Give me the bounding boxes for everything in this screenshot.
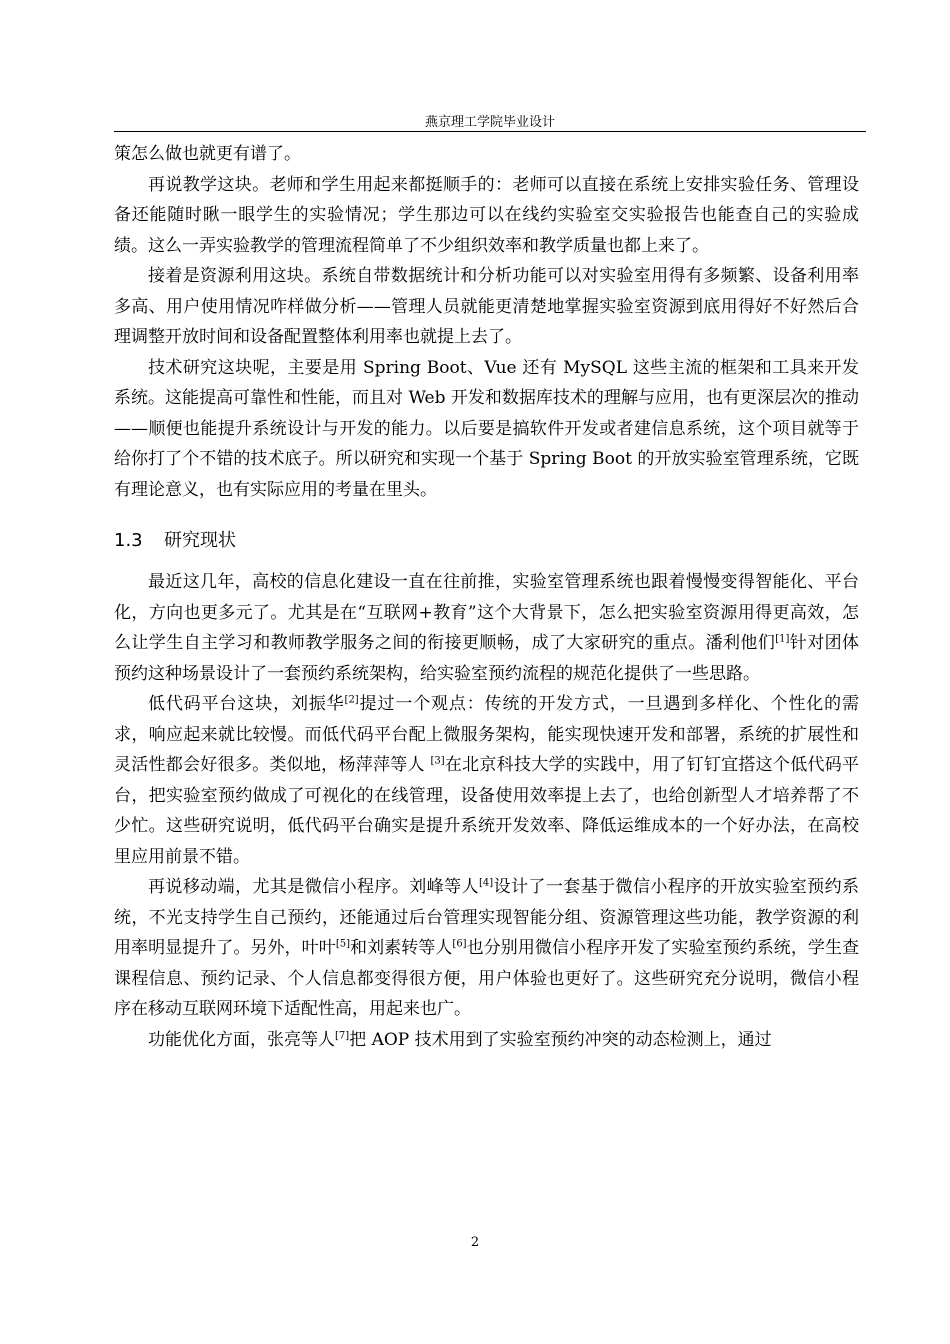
running-header: 燕京理工学院毕业设计 xyxy=(424,115,555,130)
body-text xyxy=(114,139,859,1055)
citation-ref: [5] xyxy=(335,938,350,950)
section-number: 1.3 xyxy=(114,530,143,551)
section-title: 研究现状 xyxy=(164,530,236,551)
citation-ref: [1] xyxy=(775,633,790,645)
citation-ref: [2] xyxy=(344,694,359,706)
header-divider xyxy=(114,131,866,132)
citation-ref: [6] xyxy=(452,938,467,950)
citation-ref: [3] xyxy=(430,755,445,767)
paragraph-tech-research: 技术研究这块呢，主要是用 Spring Boot、Vue 还有 MySQL 这些主流的框架和工具来开发系统。这能提高可靠性和性能，而且对 Web 开发和数据库技术的理解与应用，也有更深层次的推动——顺便也能提升系统设计与开发的能力。以后要是搞软件开发或者建信息系统，这个项目就等于给你打了个不错的技术底子。所以研究和实现一个基于 Spring Boot 的开放实验室管理系统，它既有理论意义，也有实际应用的考量在里头。 xyxy=(114,357,859,500)
citation-ref: [4] xyxy=(479,877,494,889)
page-number: 2 xyxy=(470,1235,480,1250)
paragraph-continuation: 策怎么做也就更有谱了。 xyxy=(114,144,301,164)
paragraph-resource-use: 接着是资源利用这块。系统自带数据统计和分析功能可以对实验室用得有多频繁、设备利用率多高、用户使用情况咋样做分析——管理人员就能更清楚地掌握实验室资源到底用得好不好然后合理调整开放时间和设备配置整体利用率也就提上去了。 xyxy=(114,266,859,347)
paragraph-mini-program: 再说移动端，尤其是微信小程序。刘峰等人[4]设计了一套基于微信小程序的开放实验室预约系统，不光支持学生自己预约，还能通过后台管理实现智能分组、资源管理这些功能，教学资源的利用率明显提升了。另外，叶叶[5]和刘素转等人[6]也分别用微信小程序开发了实验室预约系统，学生查课程信息、预约记录、个人信息都变得很方便，用户体验也更好了。这些研究充分说明，微信小程序在移动互联网环境下适配性高，用起来也广。 xyxy=(114,877,860,1019)
citation-ref: [7] xyxy=(335,1029,350,1041)
paragraph-function-optimization: 功能优化方面，张亮等人[7]把 AOP 技术用到了实验室预约冲突的动态检测上，通过 xyxy=(148,1029,772,1050)
section-heading xyxy=(114,524,859,558)
paragraph-research-status: 最近这几年，高校的信息化建设一直在往前推，实验室管理系统也跟着慢慢变得智能化、平台化，方向也更多元了。尤其是在“互联网+教育”这个大背景下，怎么把实验室资源用得更高效，怎么让学生自主学习和教师教学服务之间的衔接更顺畅，成了大家研究的重点。潘利他们[1]针对团体预约这种场景设计了一套预约系统架构，给实验室预约流程的规范化提供了一些思路。 xyxy=(114,572,860,684)
paragraph-teaching: 再说教学这块。老师和学生用起来都挺顺手的：老师可以直接在系统上安排实验任务、管理设备还能随时瞅一眼学生的实验情况；学生那边可以在线约实验室交实验报告也能查自己的实验成绩。这么一弄实验教学的管理流程简单了不少组织效率和教学质量也都上来了。 xyxy=(114,174,859,256)
paragraph-low-code: 低代码平台这块，刘振华[2]提过一个观点：传统的开发方式，一旦遇到多样化、个性化的需求，响应起来就比较慢。而低代码平台配上微服务架构，能实现快速开发和部署，系统的扩展性和灵活性都会好很多。类似地，杨萍萍等人 [3]在北京科技大学的实践中，用了钉钉宜搭这个低代码平台，把实验室预约做成了可视化的在线管理，设备使用效率提上去了，也给创新型人才培养帮了不少忙。这些研究说明，低代码平台确实是提升系统开发效率、降低运维成本的一个好办法，在高校里应用前景不错。 xyxy=(114,694,860,867)
